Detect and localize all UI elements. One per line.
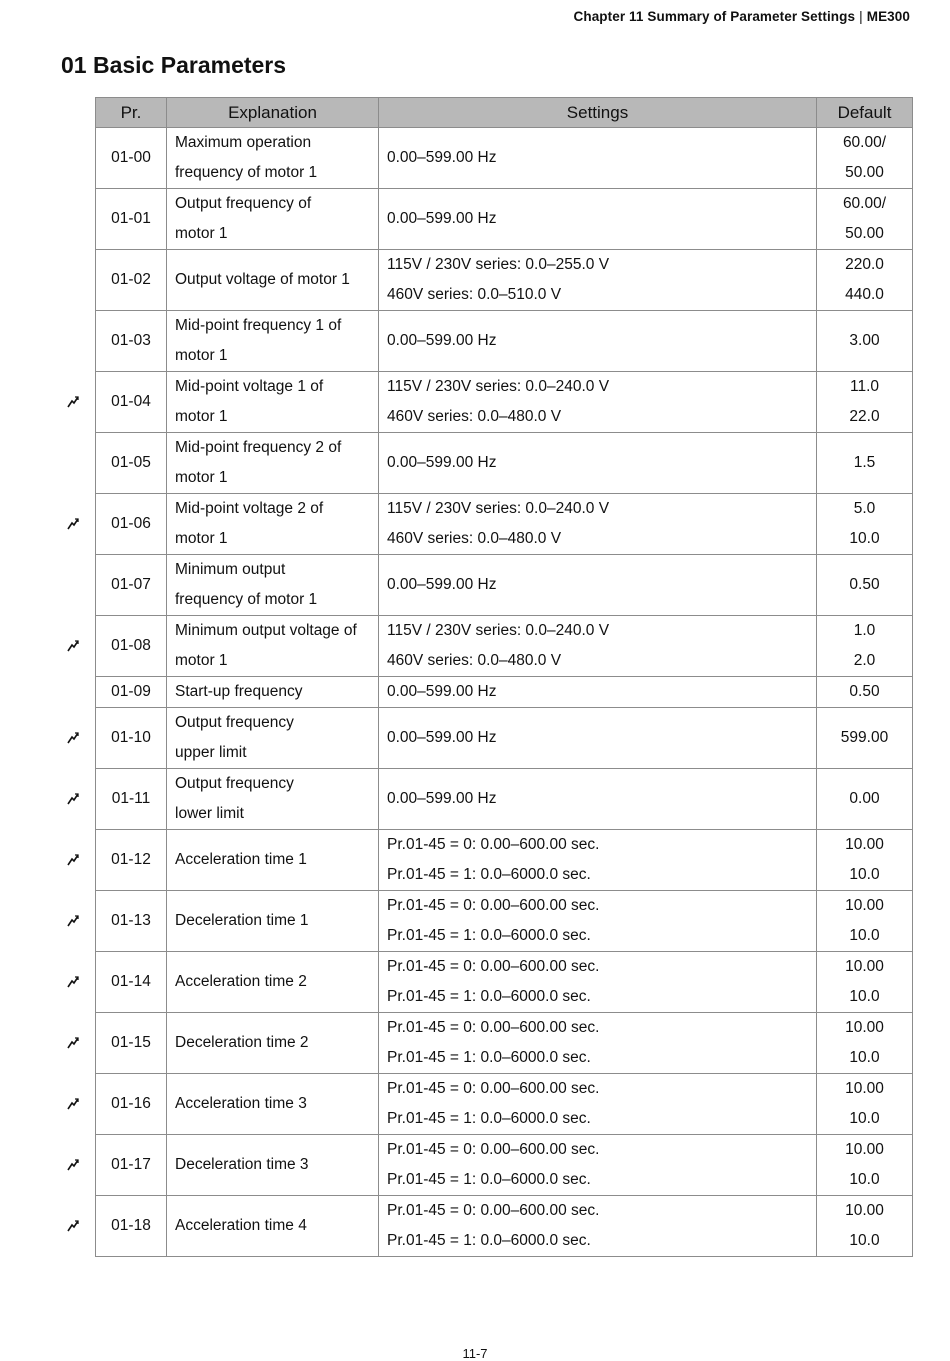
explanation-line: upper limit — [175, 744, 247, 761]
cell-pr — [96, 189, 167, 250]
table-row — [96, 311, 913, 372]
explanation-line: Acceleration time 4 — [175, 1217, 307, 1234]
cell-default — [817, 1135, 913, 1196]
default-line: 22.0 — [849, 408, 880, 425]
setting-line: 460V series: 0.0–480.0 V — [387, 530, 562, 547]
parameter-code: 01-10 — [111, 729, 151, 746]
column-header-settings: Settings — [379, 98, 817, 128]
page-number: 11-7 — [462, 1346, 488, 1361]
default-line: 10.0 — [849, 1171, 880, 1188]
table-row — [96, 250, 913, 311]
cell-default — [817, 1196, 913, 1257]
setting-line: 0.00–599.00 Hz — [387, 790, 497, 807]
explanation-line: lower limit — [175, 805, 244, 822]
cell-default — [817, 616, 913, 677]
page-header — [574, 9, 911, 24]
default-line: 10.00 — [845, 958, 884, 975]
cell-explanation — [167, 952, 379, 1013]
explanation-line: Deceleration time 2 — [175, 1034, 309, 1051]
column-header-pr: Pr. — [96, 98, 167, 128]
runtime-editable-icon — [66, 1219, 80, 1233]
cell-pr — [96, 372, 167, 433]
parameter-table — [95, 97, 913, 1257]
cell-settings — [379, 1074, 817, 1135]
runtime-editable-icon — [66, 731, 80, 745]
default-line: 440.0 — [845, 286, 884, 303]
cell-explanation — [167, 1013, 379, 1074]
default-line: 599.00 — [840, 729, 889, 746]
cell-settings — [379, 677, 817, 708]
default-line: 5.0 — [853, 500, 876, 517]
setting-line: Pr.01-45 = 0: 0.00–600.00 sec. — [387, 1141, 600, 1158]
setting-line: Pr.01-45 = 1: 0.0–6000.0 sec. — [387, 988, 591, 1005]
runtime-editable-icon — [66, 853, 80, 867]
cell-pr — [96, 1135, 167, 1196]
default-line: 1.5 — [853, 454, 876, 471]
cell-pr — [96, 1013, 167, 1074]
default-line: 10.00 — [845, 1080, 884, 1097]
table-row — [96, 891, 913, 952]
cell-settings — [379, 250, 817, 311]
cell-settings — [379, 891, 817, 952]
default-line: 11.0 — [849, 378, 880, 395]
cell-explanation — [167, 1135, 379, 1196]
cell-explanation — [167, 494, 379, 555]
explanation-line: Output voltage of motor 1 — [175, 271, 350, 288]
cell-pr — [96, 830, 167, 891]
cell-explanation — [167, 555, 379, 616]
table-row — [96, 952, 913, 1013]
table-row — [96, 1013, 913, 1074]
cell-default — [817, 311, 913, 372]
cell-pr — [96, 952, 167, 1013]
cell-explanation — [167, 677, 379, 708]
explanation-line: Minimum output — [175, 561, 286, 578]
table-row — [96, 1196, 913, 1257]
runtime-editable-icon — [66, 1097, 80, 1111]
explanation-line: Start-up frequency — [175, 683, 303, 700]
cell-settings — [379, 372, 817, 433]
parameter-code: 01-18 — [111, 1217, 151, 1234]
setting-line: Pr.01-45 = 1: 0.0–6000.0 sec. — [387, 866, 591, 883]
setting-line: 460V series: 0.0–480.0 V — [387, 408, 562, 425]
runtime-editable-icon — [66, 639, 80, 653]
explanation-line: Output frequency — [175, 775, 294, 792]
cell-settings — [379, 952, 817, 1013]
cell-default — [817, 952, 913, 1013]
explanation-line: frequency of motor 1 — [175, 164, 318, 181]
cell-pr — [96, 311, 167, 372]
cell-default — [817, 1013, 913, 1074]
cell-default — [817, 830, 913, 891]
parameter-code: 01-08 — [111, 637, 151, 654]
cell-explanation — [167, 128, 379, 189]
table-row — [96, 1135, 913, 1196]
cell-explanation — [167, 1196, 379, 1257]
explanation-line: motor 1 — [175, 652, 228, 669]
default-line: 60.00/ — [842, 134, 887, 151]
cell-pr — [96, 891, 167, 952]
cell-explanation — [167, 372, 379, 433]
explanation-line: motor 1 — [175, 225, 228, 242]
parameter-code: 01-12 — [111, 851, 151, 868]
setting-line: Pr.01-45 = 1: 0.0–6000.0 sec. — [387, 1232, 591, 1249]
column-header-explanation: Explanation — [167, 98, 379, 128]
default-line: 50.00 — [845, 225, 884, 242]
setting-line: 0.00–599.00 Hz — [387, 149, 497, 166]
model-name: ME300 — [866, 9, 910, 24]
cell-explanation — [167, 189, 379, 250]
cell-explanation — [167, 616, 379, 677]
cell-default — [817, 555, 913, 616]
parameter-code: 01-11 — [111, 790, 151, 807]
cell-pr — [96, 708, 167, 769]
cell-settings — [379, 830, 817, 891]
explanation-line: Mid-point voltage 2 of — [175, 500, 324, 517]
parameter-code: 01-13 — [111, 912, 151, 929]
table-row — [96, 494, 913, 555]
setting-line: 115V / 230V series: 0.0–255.0 V — [387, 256, 610, 273]
header-separator: | — [859, 9, 863, 24]
cell-settings — [379, 128, 817, 189]
cell-settings — [379, 616, 817, 677]
parameter-code: 01-07 — [111, 576, 151, 593]
setting-line: 0.00–599.00 Hz — [387, 332, 497, 349]
default-line: 0.50 — [849, 683, 880, 700]
explanation-line: Output frequency — [175, 714, 294, 731]
cell-settings — [379, 708, 817, 769]
cell-default — [817, 250, 913, 311]
setting-line: Pr.01-45 = 1: 0.0–6000.0 sec. — [387, 1110, 591, 1127]
default-line: 10.00 — [845, 1202, 884, 1219]
cell-explanation — [167, 433, 379, 494]
cell-settings — [379, 1013, 817, 1074]
runtime-editable-icon — [66, 792, 80, 806]
explanation-line: Acceleration time 1 — [175, 851, 307, 868]
default-line: 60.00/ — [842, 195, 887, 212]
cell-explanation — [167, 1074, 379, 1135]
parameter-code: 01-04 — [111, 393, 151, 410]
parameter-code: 01-15 — [111, 1034, 151, 1051]
parameter-code: 01-16 — [111, 1095, 151, 1112]
parameter-code: 01-05 — [111, 454, 151, 471]
cell-explanation — [167, 830, 379, 891]
setting-line: 0.00–599.00 Hz — [387, 454, 497, 471]
setting-line: 115V / 230V series: 0.0–240.0 V — [387, 500, 610, 517]
parameter-code: 01-14 — [111, 973, 151, 990]
default-line: 10.00 — [845, 1141, 884, 1158]
parameter-code: 01-02 — [111, 271, 151, 288]
default-line: 0.50 — [849, 576, 880, 593]
setting-line: 115V / 230V series: 0.0–240.0 V — [387, 622, 610, 639]
setting-line: 460V series: 0.0–510.0 V — [387, 286, 562, 303]
default-line: 50.00 — [845, 164, 884, 181]
default-line: 10.0 — [849, 530, 880, 547]
cell-default — [817, 128, 913, 189]
cell-explanation — [167, 891, 379, 952]
setting-line: Pr.01-45 = 1: 0.0–6000.0 sec. — [387, 1171, 591, 1188]
cell-settings — [379, 1196, 817, 1257]
setting-line: 115V / 230V series: 0.0–240.0 V — [387, 378, 610, 395]
cell-explanation — [167, 769, 379, 830]
cell-pr — [96, 769, 167, 830]
cell-default — [817, 372, 913, 433]
table-row — [96, 372, 913, 433]
cell-settings — [379, 1135, 817, 1196]
runtime-editable-icon — [66, 395, 80, 409]
cell-pr — [96, 1196, 167, 1257]
table-row — [96, 616, 913, 677]
default-line: 10.0 — [849, 1110, 880, 1127]
cell-default — [817, 677, 913, 708]
cell-pr — [96, 616, 167, 677]
runtime-editable-icon — [66, 1036, 80, 1050]
section-title: 01 Basic Parameters — [61, 52, 287, 78]
cell-pr — [96, 494, 167, 555]
default-line: 10.00 — [845, 1019, 884, 1036]
cell-explanation — [167, 250, 379, 311]
explanation-line: motor 1 — [175, 530, 228, 547]
explanation-line: Mid-point frequency 2 of — [175, 439, 342, 456]
parameter-code: 01-06 — [111, 515, 151, 532]
default-line: 10.0 — [849, 927, 880, 944]
setting-line: Pr.01-45 = 0: 0.00–600.00 sec. — [387, 1202, 600, 1219]
explanation-line: Output frequency of — [175, 195, 312, 212]
setting-line: Pr.01-45 = 0: 0.00–600.00 sec. — [387, 958, 600, 975]
table-header-row — [96, 98, 913, 128]
cell-settings — [379, 769, 817, 830]
table-row — [96, 555, 913, 616]
chapter-title: Chapter 11 Summary of Parameter Settings — [573, 9, 856, 24]
explanation-line: Deceleration time 1 — [175, 912, 309, 929]
explanation-line: frequency of motor 1 — [175, 591, 318, 608]
runtime-editable-icon — [66, 914, 80, 928]
setting-line: Pr.01-45 = 0: 0.00–600.00 sec. — [387, 836, 600, 853]
explanation-line: Maximum operation — [175, 134, 312, 151]
cell-pr — [96, 250, 167, 311]
explanation-line: Acceleration time 3 — [175, 1095, 307, 1112]
cell-settings — [379, 433, 817, 494]
cell-pr — [96, 128, 167, 189]
setting-line: 0.00–599.00 Hz — [387, 729, 497, 746]
cell-settings — [379, 494, 817, 555]
default-line: 3.00 — [849, 332, 880, 349]
setting-line: Pr.01-45 = 0: 0.00–600.00 sec. — [387, 1019, 600, 1036]
table-row — [96, 433, 913, 494]
setting-line: 0.00–599.00 Hz — [387, 576, 497, 593]
setting-line: Pr.01-45 = 1: 0.0–6000.0 sec. — [387, 927, 591, 944]
explanation-line: Mid-point frequency 1 of — [175, 317, 342, 334]
explanation-line: motor 1 — [175, 408, 228, 425]
cell-explanation — [167, 708, 379, 769]
cell-settings — [379, 189, 817, 250]
cell-default — [817, 189, 913, 250]
cell-pr — [96, 677, 167, 708]
cell-default — [817, 1074, 913, 1135]
default-line: 10.0 — [849, 1049, 880, 1066]
setting-line: 460V series: 0.0–480.0 V — [387, 652, 562, 669]
runtime-editable-icon — [66, 517, 80, 531]
explanation-line: Acceleration time 2 — [175, 973, 307, 990]
default-line: 10.00 — [845, 836, 884, 853]
table-row — [96, 677, 913, 708]
cell-pr — [96, 1074, 167, 1135]
explanation-line: motor 1 — [175, 347, 228, 364]
parameter-code: 01-09 — [111, 683, 151, 700]
runtime-editable-icon — [66, 975, 80, 989]
default-line: 10.00 — [845, 897, 884, 914]
setting-line: 0.00–599.00 Hz — [387, 683, 497, 700]
parameter-code: 01-17 — [111, 1156, 151, 1173]
default-line: 10.0 — [849, 988, 880, 1005]
default-line: 0.00 — [849, 790, 880, 807]
default-line: 2.0 — [853, 652, 876, 669]
cell-settings — [379, 311, 817, 372]
table-row — [96, 189, 913, 250]
cell-pr — [96, 433, 167, 494]
cell-default — [817, 891, 913, 952]
explanation-line: Deceleration time 3 — [175, 1156, 309, 1173]
cell-default — [817, 769, 913, 830]
table-row — [96, 830, 913, 891]
cell-pr — [96, 555, 167, 616]
cell-explanation — [167, 311, 379, 372]
explanation-line: Minimum output voltage of — [175, 622, 357, 639]
column-header-default: Default — [817, 98, 913, 128]
table-row — [96, 769, 913, 830]
setting-line: Pr.01-45 = 0: 0.00–600.00 sec. — [387, 897, 600, 914]
cell-settings — [379, 555, 817, 616]
table-row — [96, 708, 913, 769]
explanation-line: motor 1 — [175, 469, 228, 486]
setting-line: 0.00–599.00 Hz — [387, 210, 497, 227]
default-line: 220.0 — [845, 256, 884, 273]
runtime-editable-icon — [66, 1158, 80, 1172]
table-row — [96, 1074, 913, 1135]
cell-default — [817, 433, 913, 494]
cell-default — [817, 494, 913, 555]
setting-line: Pr.01-45 = 0: 0.00–600.00 sec. — [387, 1080, 600, 1097]
default-line: 1.0 — [853, 622, 876, 639]
table-row — [96, 128, 913, 189]
default-line: 10.0 — [849, 1232, 880, 1249]
explanation-line: Mid-point voltage 1 of — [175, 378, 324, 395]
parameter-code: 01-03 — [111, 332, 151, 349]
parameter-code: 01-00 — [111, 149, 151, 166]
cell-default — [817, 708, 913, 769]
parameter-code: 01-01 — [111, 210, 151, 227]
default-line: 10.0 — [849, 866, 880, 883]
setting-line: Pr.01-45 = 1: 0.0–6000.0 sec. — [387, 1049, 591, 1066]
